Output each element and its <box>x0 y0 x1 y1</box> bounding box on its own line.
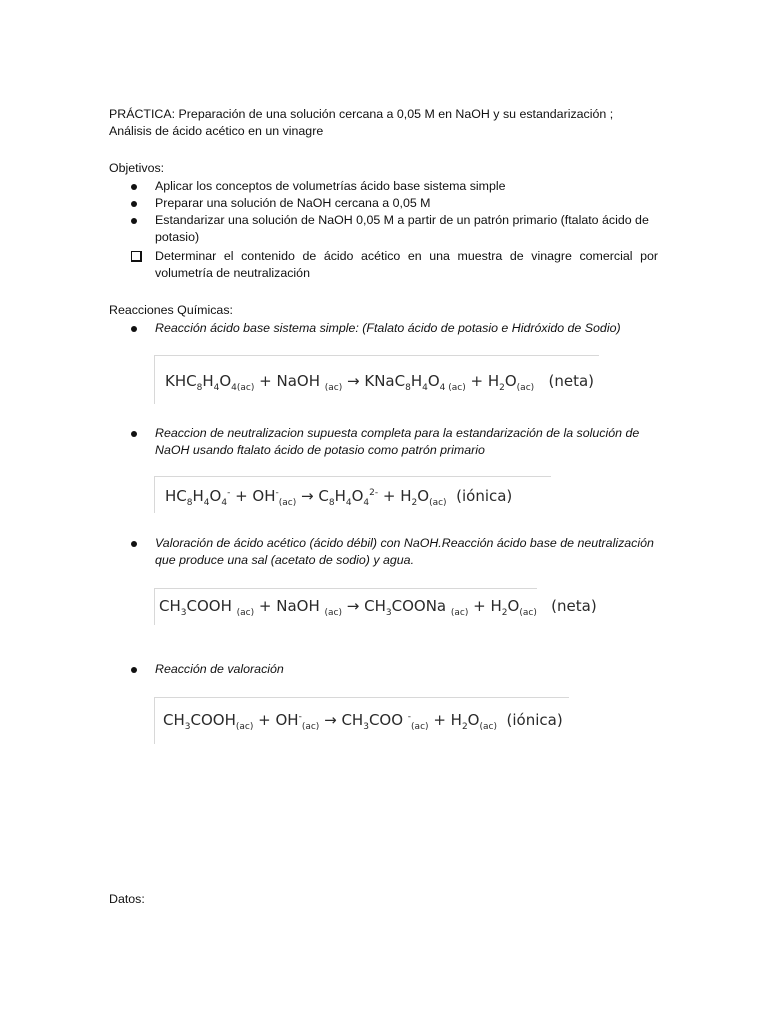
reaction-description: Reacción ácido base sistema simple: (Ftalato ácido de potasio e Hidróxido de Sodio) <box>155 321 621 335</box>
bullet-icon <box>131 326 137 332</box>
bullet-icon <box>131 184 137 190</box>
chemical-equation: $CH_3COOH_{(ac)} + OH^-_{(ac)} \to CH_3COO$ $^-_{(ac)} + H_2O_{(ac)}$ (iónica) <box>163 711 563 732</box>
bullet-icon <box>131 218 137 224</box>
equation-box-2 <box>154 476 551 513</box>
title-line-1: PRÁCTICA: Preparación de una solución cercana a 0,05 M en NaOH y su estandarización ; <box>109 107 614 121</box>
title-line-2: Análisis de ácido acético en un vinagre <box>109 124 324 138</box>
list-item: Determinar el contenido de ácido acético en una muestra de vinagre comercial por volumetría de neutralización <box>109 248 658 282</box>
reaction-description: Reacción de valoración <box>155 662 284 676</box>
chemical-equation: $HC_8H_4O_4^- + OH^-_{(ac)} \to C_8H_4O_4^{2-} + H_2O_{(ac)}$ (iónica) <box>165 487 513 508</box>
bullet-icon <box>131 667 137 673</box>
list-item: Aplicar los conceptos de volumetrías ácido base sistema simple <box>109 178 658 195</box>
objectives-list <box>109 178 658 282</box>
reaction-description: Reaccion de neutralizacion supuesta completa para la estandarización de la solución de NaOH usando ftalato ácido de potasio como patrón primario <box>155 426 640 457</box>
reactions-heading: Reacciones Químicas: <box>109 303 233 317</box>
reaction-item-1 <box>109 320 659 337</box>
checkbox-icon <box>131 251 142 262</box>
chemical-equation: $CH_3COOH$ $_{(ac)}$ + NaOH $_{(ac)} \to CH_3COONa$ $_{(ac)} + H_2O_{(ac)}$ (neta) <box>159 597 597 618</box>
reaction-item-4 <box>109 661 659 678</box>
equation-box-3 <box>154 588 597 625</box>
bullet-icon <box>131 541 137 547</box>
reaction-item-3 <box>109 535 659 569</box>
list-item: Estandarizar una solución de NaOH 0,05 M a partir de un patrón primario (ftalato ácido de potasio) <box>109 212 658 246</box>
objectives-heading: Objetivos: <box>109 161 165 175</box>
page-title <box>109 106 669 140</box>
data-heading: Datos: <box>109 892 145 906</box>
list-item: Preparar una solución de NaOH cercana a 0,05 M <box>109 195 658 212</box>
chemical-equation: $KHC_8H_4O_{4(ac)}$ + NaOH $_{(ac)} \to KNaC_8H_4O_{4 (ac)} + H_2O_{(ac)}$ (neta) <box>165 372 594 393</box>
reaction-item-2 <box>109 425 659 459</box>
bullet-icon <box>131 201 137 207</box>
equation-box-4 <box>154 697 569 744</box>
reaction-description: Valoración de ácido acético (ácido débil) con NaOH.Reacción ácido base de neutralización que produce una sal (acetato de sodio) y agua. <box>155 536 654 567</box>
bullet-icon <box>131 431 137 437</box>
equation-box-1 <box>154 355 599 404</box>
